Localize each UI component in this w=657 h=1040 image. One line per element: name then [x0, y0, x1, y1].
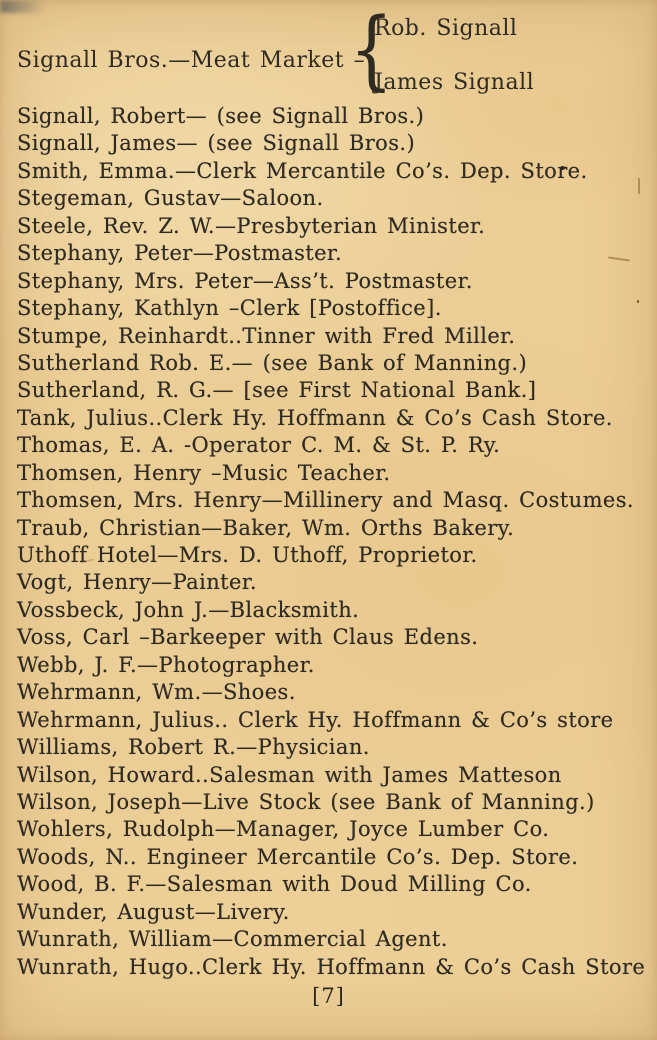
brace-name-james-signall: James Signall	[374, 70, 535, 95]
directory-entry: Signall, Robert— (see Signall Bros.)	[17, 104, 425, 128]
directory-entry: Smith, Emma.—Clerk Mercantile Co’s. Dep. Store.	[17, 158, 588, 183]
directory-entry: Stumpe, Reinhardt..Tinner with Fred Miller.	[17, 323, 516, 348]
directory-entry: Vossbeck, John J.—Blacksmith.	[17, 597, 360, 622]
directory-entry: Stephany, Peter—Postmaster.	[17, 241, 343, 266]
directory-entry: Wunrath, Hugo..Clerk Hy. Hoffmann & Co’s Cash Store	[17, 954, 646, 979]
directory-entry-list	[17, 103, 649, 981]
directory-entry: Thomsen, Mrs. Henry—Millinery and Masq. Costumes.	[17, 488, 635, 513]
directory-entry: Thomsen, Henry –Music Teacher.	[17, 460, 391, 485]
directory-entry: Signall, James— (see Signall Bros.)	[17, 131, 416, 156]
directory-entry: Stegeman, Gustav—Saloon.	[17, 186, 324, 211]
directory-entry: Wood, B. F.—Salesman with Doud Milling Co.	[17, 872, 532, 897]
brace-glyph: {	[349, 0, 394, 100]
directory-entry: Wilson, Howard..Salesman with James Matteson	[17, 762, 562, 787]
directory-entry: Sutherland, R. G.— [see First National Bank.]	[17, 378, 537, 403]
directory-entry: Wohlers, Rudolph—Manager, Joyce Lumber Co.	[17, 817, 550, 842]
brace-name-rob-signall: Rob. Signall	[374, 16, 518, 41]
entry-signall-bros-text: Signall Bros.—Meat Market –	[17, 48, 366, 73]
entry-signall-bros	[0, 0, 657, 104]
directory-entry: Tank, Julius..Clerk Hy. Hoffmann & Co’s Cash Store.	[17, 405, 613, 430]
directory-entry: Voss, Carl –Barkeeper with Claus Edens.	[17, 625, 479, 650]
directory-entry: Vogt, Henry—Painter.	[17, 570, 258, 595]
directory-entry: Stephany, Kathlyn –Clerk [Postoffice].	[17, 296, 442, 321]
directory-entry: Wunder, August—Livery.	[17, 899, 290, 924]
directory-entry: Williams, Robert R.—Physician.	[17, 735, 370, 760]
directory-entry: Thomas, E. A. -Operator C. M. & St. P. Ry.	[17, 433, 501, 458]
directory-entry: Uthoff Hotel—Mrs. D. Uthoff, Proprietor.	[17, 543, 478, 567]
page-number: [7]	[312, 984, 345, 1008]
directory-entry: Wilson, Joseph—Live Stock (see Bank of Manning.)	[17, 789, 595, 814]
directory-entry: Wehrmann, Julius.. Clerk Hy. Hoffmann & Co’s store	[17, 707, 614, 732]
directory-entry: Wunrath, William—Commercial Agent.	[17, 927, 448, 952]
directory-entry: Steele, Rev. Z. W.—Presbyterian Minister.	[17, 213, 486, 238]
directory-entry: Stephany, Mrs. Peter—Ass’t. Postmaster.	[17, 268, 473, 293]
directory-entry: Woods, N.. Engineer Mercantile Co’s. Dep. Store.	[17, 844, 579, 869]
directory-entry: Sutherland Rob. E.— (see Bank of Manning.)	[17, 350, 528, 375]
directory-entry: Traub, Christian—Baker, Wm. Orths Bakery.	[17, 515, 515, 540]
directory-entry: Webb, J. F.—Photographer.	[17, 652, 315, 677]
directory-entry: Wehrmann, Wm.—Shoes.	[17, 680, 296, 705]
